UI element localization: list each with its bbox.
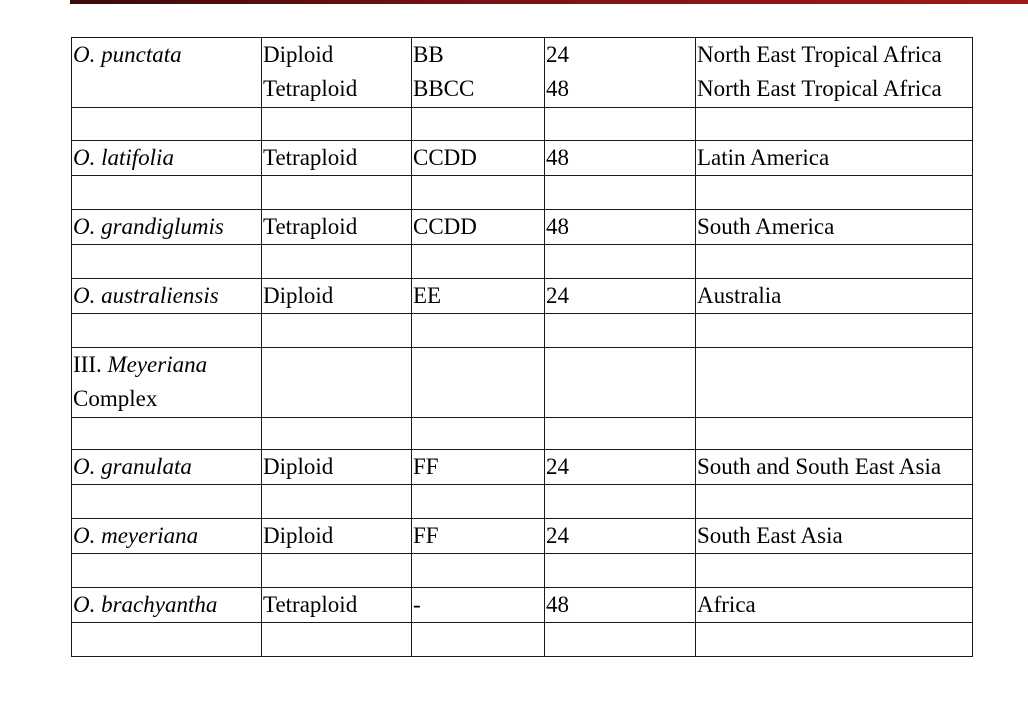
- ploidy-cell: Tetraploid: [262, 141, 412, 176]
- species-cell: O. punctata: [72, 38, 262, 108]
- distribution-cell: North East Tropical Africa North East Tropical Africa: [696, 38, 973, 108]
- table-row: [72, 38, 973, 108]
- chromosome-cell: 48: [545, 210, 696, 245]
- ploidy-cell: Tetraploid: [262, 210, 412, 245]
- chromosome-cell: 24: [545, 450, 696, 485]
- distribution-cell: South East Asia: [696, 519, 973, 554]
- distribution-cell: Australia: [696, 279, 973, 314]
- genome-cell: EE: [412, 279, 545, 314]
- chromosome-cell: 48: [545, 141, 696, 176]
- ploidy-cell: Diploid: [262, 279, 412, 314]
- species-table: [71, 37, 973, 657]
- table-row: [72, 210, 973, 245]
- chromosome-cell: 24: [545, 279, 696, 314]
- genome-cell: CCDD: [412, 141, 545, 176]
- section-heading-row: [72, 348, 973, 418]
- ploidy-cell: Tetraploid: [262, 588, 412, 623]
- distribution-cell: South America: [696, 210, 973, 245]
- table-row: [72, 450, 973, 485]
- genome-cell: FF: [412, 450, 545, 485]
- section-heading: III. Meyeriana Complex: [72, 348, 262, 418]
- spacer-row: [72, 554, 973, 588]
- species-cell: O. brachyantha: [72, 588, 262, 623]
- spacer-row: [72, 176, 973, 210]
- ploidy-cell: Diploid Tetraploid: [262, 38, 412, 108]
- spacer-row: [72, 108, 973, 141]
- spacer-row: [72, 485, 973, 519]
- genome-cell: CCDD: [412, 210, 545, 245]
- chromosome-cell: 24 48: [545, 38, 696, 108]
- species-cell: O. granulata: [72, 450, 262, 485]
- species-cell: O. australiensis: [72, 279, 262, 314]
- species-cell: O. grandiglumis: [72, 210, 262, 245]
- ploidy-cell: Diploid: [262, 450, 412, 485]
- table-row: [72, 519, 973, 554]
- ploidy-cell: Diploid: [262, 519, 412, 554]
- spacer-row: [72, 245, 973, 279]
- distribution-cell: South and South East Asia: [696, 450, 973, 485]
- spacer-row: [72, 418, 973, 450]
- distribution-cell: Africa: [696, 588, 973, 623]
- species-cell: O. meyeriana: [72, 519, 262, 554]
- top-border-rule: [70, 0, 1028, 4]
- genome-cell: BB BBCC: [412, 38, 545, 108]
- spacer-row: [72, 623, 973, 657]
- distribution-cell: Latin America: [696, 141, 973, 176]
- chromosome-cell: 48: [545, 588, 696, 623]
- table-row: [72, 279, 973, 314]
- species-cell: O. latifolia: [72, 141, 262, 176]
- genome-cell: -: [412, 588, 545, 623]
- spacer-row: [72, 314, 973, 348]
- table-row: [72, 141, 973, 176]
- chromosome-cell: 24: [545, 519, 696, 554]
- table-row: [72, 588, 973, 623]
- genome-cell: FF: [412, 519, 545, 554]
